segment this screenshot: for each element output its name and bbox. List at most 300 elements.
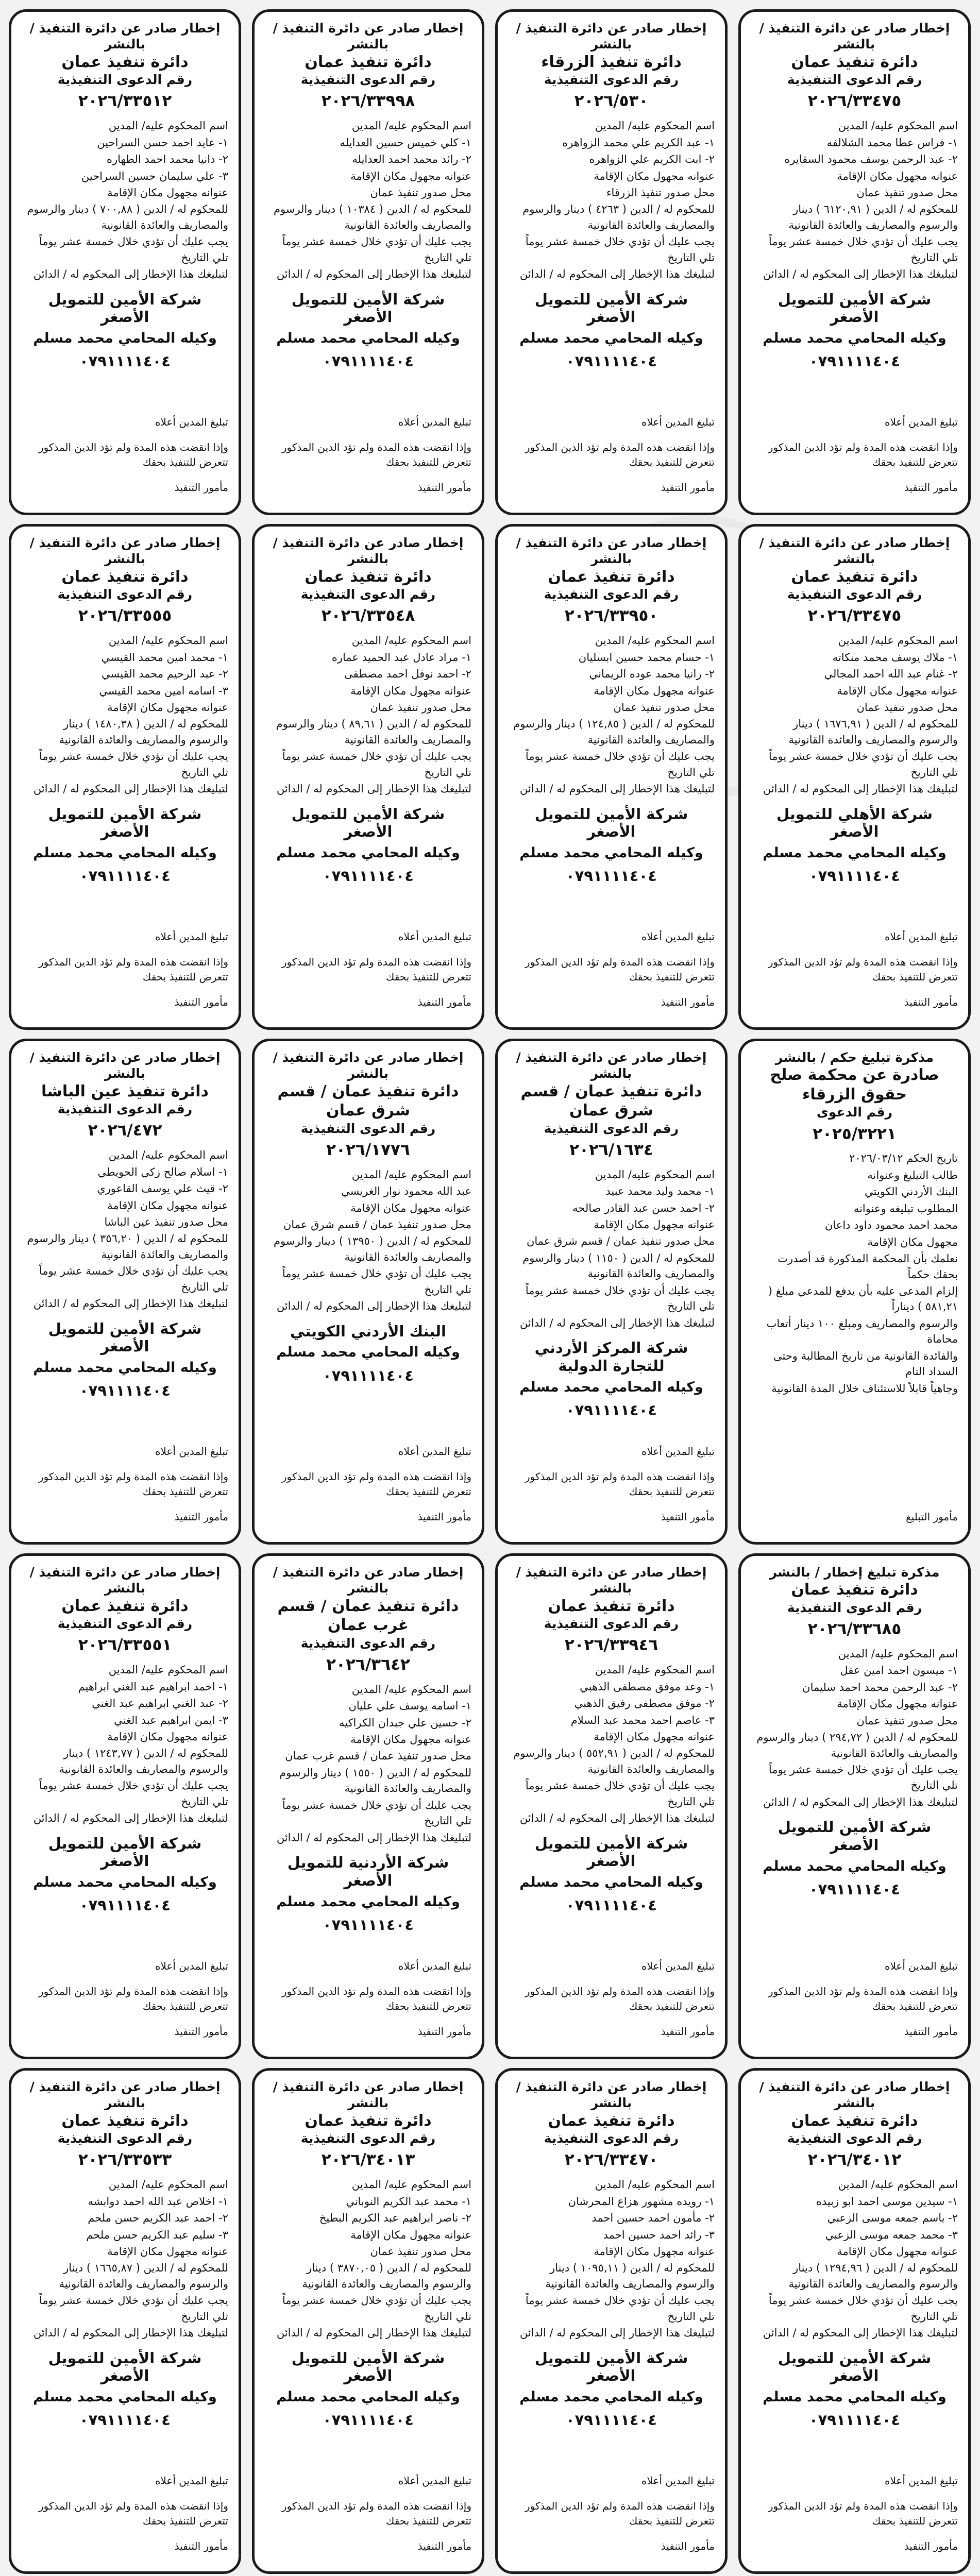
notice-header: إخطار صادر عن دائرة التنفيذ / بالنشر [759,535,950,567]
notice-card [9,2068,241,2574]
notice-footer [265,919,471,1020]
notice-body-line: اسم المحكوم عليه/ المدين [838,1647,958,1660]
notice-body-line: للمحكوم له / الدين ( ١٢٩٤,٩٦ ) دينار والرسوم والمصاريف والعائدة القانونية [788,2262,958,2290]
notice-footer-line: مأمور التنفيذ [417,481,471,494]
notice-body-line: ٣- رائد احمد حسين احمد [603,2228,715,2241]
notice-case-number: ٢٠٢٦/٣٣٥١٢ [78,92,172,111]
notice-body-line: ١- مراد عادل عبد الحميد عماره [331,651,471,664]
notice-card [495,1039,728,1545]
notice-card [738,1039,971,1545]
notice-body-line: ٢- موفق مصطفى رفيق الذهبي [574,1697,715,1710]
notice-court: دائرة تنفيذ عمان [61,567,189,586]
notice-header: إخطار صادر عن دائرة التنفيذ / بالنشر [759,2079,950,2111]
notice-footer-line: تبليغ المدين أعلاه [398,1960,471,1972]
notice-body-line: مجهول مكان الإقامة [867,1235,958,1248]
notice-body-line: اسم المحكوم عليه/ المدين [838,120,958,132]
notice-body-line: ٣- ايمن ابراهيم عبد الغني [114,1714,228,1726]
notice-body-line: والرسوم والمصاريف ومبلغ ١٠٠ دينار أتعاب محاماة [766,1317,958,1346]
notice-card [495,524,728,1030]
notice-footer-line: مأمور التنفيذ [417,2540,471,2552]
notice-body-line: ٢- باسم جمعه موسى الزعبي [827,2212,958,2225]
notice-body-line: ٢- قيث علي يوسف القاعوري [97,1182,228,1195]
notice-body-line: ٢- عبد الرحمن يوسف محمود السقايره [784,153,958,166]
notice-case-number: ٢٠٢٦/٣٤٠١٢ [807,2150,902,2170]
notice-case-number: ٢٠٢٦/٣٣٩٥٠ [564,606,658,625]
notice-case-number: ٢٠٢٦/٣٣٩٤٦ [564,1636,658,1655]
notice-case-number: ٢٠٢٦/٣٣٤٧٠ [564,2150,658,2170]
notice-court: دائرة تنفيذ الزرقاء [541,53,682,71]
notice-body-line: محل صدور تنفيذ عمان / قسم شرق عمان [526,1235,715,1248]
notice-body-line: ١- عبد الكريم علي محمد الزواهره [562,136,715,149]
notice-phone: ٠٧٩١١١١٤٠٤ [322,1366,414,1384]
notice-case-title: رقم الدعوى التنفيذية [787,72,922,87]
notice-footer [265,1434,471,1535]
notice-company: شركة الأمين للتمويل الأصغر [291,2349,445,2385]
notice-lawyer: وكيله المحامي محمد مسلم [763,330,947,347]
notice-case-number: ٢٠٢٦/٤٧٢ [88,1121,162,1140]
notice-body-line: ٢- حسين علي جبدان الكراكيه [339,1716,471,1729]
notice-court: صادرة عن محكمة صلح حقوق الزرقاء [770,1066,939,1104]
notice-header: إخطار صادر عن دائرة التنفيذ / بالنشر [29,535,221,567]
notice-footer [265,404,471,505]
notice-footer [265,1948,471,2049]
notice-footer [751,919,958,1020]
notice-footer-line: مأمور التنفيذ [174,2540,228,2552]
notice-body-line: لتبليغك هذا الإخطار إلى المحكوم له / الدائن [33,1812,228,1825]
notice-header: إخطار صادر عن دائرة التنفيذ / بالنشر [516,2079,707,2111]
notice-body-line: عنوانه مجهول مكان الإقامة [837,170,958,182]
notice-lawyer: وكيله المحامي محمد مسلم [519,845,703,861]
notice-footer-line: تبليغ المدين أعلاه [884,1960,958,1972]
notice-body-line: يجب عليك أن تؤدي خلال خمسة عشر يوماً تلي التاريخ [525,750,715,778]
notice-body-line: يجب عليك أن تؤدي خلال خمسة عشر يوماً تلي التاريخ [525,1780,715,1808]
notice-lawyer: وكيله المحامي محمد مسلم [519,330,703,347]
notice-body-line: نعلمك بأن المحكمة المذكورة قد أصدرت بحقك حكماً [778,1252,958,1281]
notice-body [751,633,958,798]
notice-case-number: ٢٠٢٦/٥٣٠ [574,92,649,111]
notice-body-line: محل صدور تنفيذ عمان [856,1714,958,1727]
notice-phone: ٠٧٩١١١١٤٠٤ [322,352,414,370]
notice-body-line: ٢- عبد الرحمن محمد احمد سليمان [802,1681,958,1693]
notice-header: إخطار صادر عن دائرة التنفيذ / بالنشر [273,1565,464,1596]
notice-footer-line: تبليغ المدين أعلاه [155,1445,228,1458]
notice-case-title: رقم الدعوى التنفيذية [787,2131,922,2146]
notice-company: شركة الأمين للتمويل الأصغر [534,1834,688,1870]
notice-body-line: لتبليغك هذا الإخطار إلى المحكوم له / الدائن [276,1831,471,1844]
notice-company: شركة الأمين للتمويل الأصغر [534,805,688,841]
notice-court: دائرة تنفيذ عمان [548,567,675,586]
notice-case-number: ٢٠٢٦/٣٣٥٥١ [78,1636,172,1655]
notice-footer-line: وإذا انقضت هذه المدة ولم تؤد الدين المذكور تتعرض للتنفيذ بحقك [38,956,228,983]
notice-body-line: ٢- ابت الكريم علي الزواهره [589,153,715,166]
notice-body-line: ٢- رانيا محمد عوده الريماني [589,668,715,681]
notice-company: البنك الأردني الكويتي [290,1322,446,1340]
notice-body-line: لتبليغك هذا الإخطار إلى المحكوم له / الدائن [33,2327,228,2340]
notice-body [265,633,471,798]
notice-body-line: يجب عليك أن تؤدي خلال خمسة عشر يوماً تلي التاريخ [768,1764,958,1792]
notice-body-line: محل صدور تنفيذ عين الباشا [104,1215,228,1228]
notice-card [252,524,484,1030]
notice-footer [508,404,715,505]
notice-case-title: رقم الدعوى التنفيذية [787,587,922,602]
notice-body-line: ٢- رائد محمد احمد العدايله [352,153,471,166]
notice-footer-line: مأمور التنفيذ [174,481,228,494]
notice-lawyer: وكيله المحامي محمد مسلم [276,1344,460,1361]
notice-body-line: محل صدور تنفيذ عمان / قسم شرق عمان [283,1218,471,1231]
notice-footer-line: تبليغ المدين أعلاه [641,2475,715,2487]
notice-phone: ٠٧٩١١١١٤٠٤ [808,352,900,370]
notice-body-line: ١- وعد موفق مصطفى الذهبي [580,1680,715,1693]
notice-phone: ٠٧٩١١١١٤٠٤ [565,1896,657,1914]
notice-body-line: للمحكوم له / الدين ( ٦١٢٠,٩١ ) دينار والرسوم والمصاريف والعائدة القانونية [788,203,958,231]
notice-body-line: ١- رويده مشهور هزاع المحرشان [568,2195,715,2208]
notice-body-line: محل صدور تنفيذ عمان [613,701,715,714]
notice-footer-line: تبليغ المدين أعلاه [398,416,471,428]
notice-footer [751,2463,958,2564]
notice-body-line: اسم المحكوم عليه/ المدين [595,634,715,647]
notice-header: إخطار صادر عن دائرة التنفيذ / بالنشر [273,1050,464,1081]
notice-body-line: يجب عليك أن تؤدي خلال خمسة عشر يوماً تلي التاريخ [768,2294,958,2323]
notice-case-title: رقم الدعوى التنفيذية [57,1101,193,1116]
notice-body-line: ٢- احمد حسن عبد القادر صالحه [572,1201,715,1214]
notice-body-line: يجب عليك أن تؤدي خلال خمسة عشر يوماً تلي التاريخ [39,1780,228,1808]
notice-body [508,633,715,798]
notice-case-title: رقم الدعوى التنفيذية [300,72,436,87]
notice-case-number: ٢٠٢٦/٣٣٥٤٨ [321,606,415,625]
notice-body-line: محل صدور تنفيذ عمان / قسم غرب عمان [285,1750,471,1762]
notice-card [495,1553,728,2059]
notice-body [22,633,228,798]
notice-body-line: عنوانه مجهول مكان الإقامة [594,684,715,697]
notice-body-line: لتبليغك هذا الإخطار إلى المحكوم له / الدائن [763,268,958,281]
notice-body-line: البنك الأردني الكويتي [865,1185,958,1198]
notice-footer-line: مأمور التنفيذ [417,1511,471,1523]
notice-body-line: اسم المحكوم عليه/ المدين [108,1149,228,1162]
notice-footer-line: تبليغ المدين أعلاه [155,1960,228,1972]
notice-body-line: لتبليغك هذا الإخطار إلى المحكوم له / الدائن [519,2327,715,2340]
notice-body-line: ٢- عبد الغني ابراهيم عبد الغني [92,1697,228,1710]
notice-phone: ٠٧٩١١١١٤٠٤ [808,2411,900,2429]
notice-case-title: رقم الدعوى التنفيذية [544,2131,679,2146]
notice-court: دائرة تنفيذ عمان / قسم غرب عمان [277,1597,459,1634]
notice-phone: ٠٧٩١١١١٤٠٤ [79,352,171,370]
notice-body-line: للمحكوم له / الدين ( ٨٩,٦١ ) دينار والرسوم والمصاريف والعائدة القانونية [276,718,471,746]
notice-body-line: اسم المحكوم عليه/ المدين [108,120,228,132]
notice-company: شركة الأمين للتمويل الأصغر [778,1818,932,1854]
notice-court: دائرة تنفيذ عمان [61,53,189,71]
notice-body-line: للمحكوم له / الدين ( ١٥٥٠ ) دينار والرسوم والمصاريف والعائدة القانونية [279,1766,471,1795]
notice-case-number: ٢٠٢٦/١٦٣٤ [569,1140,653,1159]
notice-footer-line: وإذا انقضت هذه المدة ولم تؤد الدين المذكور تتعرض للتنفيذ بحقك [768,441,958,468]
notice-body-line: للمحكوم له / الدين ( ١٠٩٥,١١ ) دينار والرسوم والمصاريف والعائدة القانونية [545,2262,715,2290]
notice-lawyer: وكيله المحامي محمد مسلم [519,2389,703,2405]
notice-footer-line: وإذا انقضت هذه المدة ولم تؤد الدين المذكور تتعرض للتنفيذ بحقك [768,2500,958,2527]
notice-company: شركة الأمين للتمويل الأصغر [534,2349,688,2385]
notice-court: دائرة تنفيذ عمان [548,1597,675,1615]
notice-body-line: للمحكوم له / الدين ( ٤٢٦٣ ) دينار والرسوم والمصاريف والعائدة القانونية [522,203,715,231]
notice-body-line: لتبليغك هذا الإخطار إلى المحكوم له / الدائن [519,1812,715,1825]
notice-body-line: والفائدة القانونية من تاريخ المطالبة وحتى السداد التام [773,1349,958,1378]
notice-footer-line: وإذا انقضت هذه المدة ولم تؤد الدين المذكور تتعرض للتنفيذ بحقك [38,1985,228,2012]
notice-body [751,1646,958,1811]
notice-phone: ٠٧٩١١١١٤٠٤ [808,867,900,885]
notice-body-line: لتبليغك هذا الإخطار إلى المحكوم له / الدائن [276,783,471,795]
notice-body-line: لتبليغك هذا الإخطار إلى المحكوم له / الدائن [763,783,958,795]
notice-body-line: لتبليغك هذا الإخطار إلى المحكوم له / الدائن [519,783,715,795]
notice-body-line: اسم المحكوم عليه/ المدين [351,2178,471,2191]
notice-footer-line: وإذا انقضت هذه المدة ولم تؤد الدين المذكور تتعرض للتنفيذ بحقك [768,956,958,983]
notice-footer-line: تبليغ المدين أعلاه [155,2475,228,2487]
notice-company: شركة الأمين للتمويل الأصغر [48,290,202,326]
notice-phone: ٠٧٩١١١١٤٠٤ [565,352,657,370]
notice-header: مذكرة تبليغ إخطار / بالنشر [769,1565,940,1580]
notice-body-line: لتبليغك هذا الإخطار إلى المحكوم له / الدائن [763,2327,958,2340]
notice-lawyer: وكيله المحامي محمد مسلم [33,2389,217,2405]
notice-body-line: للمحكوم له / الدين ( ٢٩٤,٧٢ ) دينار والرسوم والمصاريف والعائدة القانونية [756,1731,958,1759]
notice-body [22,1147,228,1312]
notice-case-title: رقم الدعوى التنفيذية [300,2131,436,2146]
notice-header: إخطار صادر عن دائرة التنفيذ / بالنشر [29,1050,221,1081]
notice-case-number: ٢٠٢٦/١٧٧٦ [326,1140,410,1159]
notice-body-line: يجب عليك أن تؤدي خلال خمسة عشر يوماً تلي التاريخ [282,1799,471,1827]
notice-lawyer: وكيله المحامي محمد مسلم [33,1360,217,1376]
notice-body [508,2177,715,2342]
notice-body-line: عنوانه مجهول مكان الإقامة [594,2245,715,2258]
notice-footer [751,1499,958,1535]
notice-body-line: ١- محمد عبد الكريم النوباني [346,2195,471,2208]
notice-court: دائرة تنفيذ عمان / قسم شرق عمان [520,1082,702,1120]
notice-body-line: عنوانه مجهول مكان الإقامة [350,684,471,697]
notice-body-line: ١- محمد وليد محمد عبيد [605,1185,715,1198]
notice-body [22,2177,228,2342]
notice-case-title: رقم الدعوى التنفيذية [57,587,193,602]
notice-body-line: ٢- دانيا محمد احمد الطهاره [107,153,228,166]
notice-body-line: اسم المحكوم عليه/ المدين [351,120,471,132]
notice-company: شركة الأمين للتمويل الأصغر [291,805,445,841]
notice-footer-line: وإذا انقضت هذه المدة ولم تؤد الدين المذكور تتعرض للتنفيذ بحقك [281,956,471,983]
notice-body-line: عنوانه مجهول مكان الإقامة [837,684,958,697]
notice-footer-line: وإذا انقضت هذه المدة ولم تؤد الدين المذكور تتعرض للتنفيذ بحقك [38,2500,228,2527]
notice-lawyer: وكيله المحامي محمد مسلم [33,1874,217,1891]
notice-footer-line: مأمور التنفيذ [904,996,958,1008]
notice-footer-line: وإذا انقضت هذه المدة ولم تؤد الدين المذكور تتعرض للتنفيذ بحقك [525,2500,715,2527]
notice-body-line: ١- عايد احمد حسن السراحين [97,136,228,149]
notice-body-line: ١- احمد ابراهيم عبد الغني ابراهيم [78,1680,228,1693]
notice-body-line: ١- حسام محمد حسين ابسليان [578,651,715,664]
notice-card [9,1553,241,2059]
notice-case-title: رقم الدعوى التنفيذية [300,1121,436,1136]
notice-phone: ٠٧٩١١١١٤٠٤ [565,867,657,885]
notice-body-line: محل صدور تنفيذ عمان [370,701,471,714]
notice-body-line: اسم المحكوم عليه/ المدين [108,1664,228,1676]
notice-body-line: للمحكوم له / الدين ( ١٢٤,٨٥ ) دينار والرسوم والمصاريف والعائدة القانونية [513,718,715,746]
notice-card [9,1039,241,1545]
notice-footer-line: وإذا انقضت هذه المدة ولم تؤد الدين المذكور تتعرض للتنفيذ بحقك [281,1470,471,1498]
notice-body-line: يجب عليك أن تؤدي خلال خمسة عشر يوماً تلي التاريخ [39,750,228,778]
notice-case-title: رقم الدعوى [816,1105,893,1120]
notice-company: شركة الأمين للتمويل الأصغر [48,805,202,841]
notice-case-title: رقم الدعوى التنفيذية [57,2131,193,2146]
notice-body-line: عنوانه مجهول مكان الإقامة [107,186,228,199]
notice-body [265,1167,471,1315]
notice-case-title: رقم الدعوى التنفيذية [787,1600,922,1615]
notice-body-line: ٣- سليم عبد الكريم حسن ملحم [86,2228,228,2241]
notice-body [265,2177,471,2342]
notice-body [22,118,228,283]
notice-footer-line: مأمور التنفيذ [661,2025,715,2038]
notice-footer-line: تبليغ المدين أعلاه [641,1960,715,1972]
notice-body-line: وجاهياً قابلاً للاستئناف خلال المدة القانونية [771,1382,958,1395]
notice-body-line: عنوانه مجهول مكان الإقامة [594,1730,715,1743]
notice-body-line: المطلوب تبليغه وعنوانه [853,1202,958,1215]
notice-body-line: ٢- ناصر ابراهيم عبد الكريم البطيخ [319,2212,471,2225]
notice-footer-line: مأمور التنفيذ [174,2025,228,2038]
notice-body-line: اسم المحكوم عليه/ المدين [595,1168,715,1181]
notice-court: دائرة تنفيذ عمان [791,1581,918,1599]
notice-lawyer: وكيله المحامي محمد مسلم [763,845,947,861]
notice-header: إخطار صادر عن دائرة التنفيذ / بالنشر [516,1050,707,1081]
notice-body-line: يجب عليك أن تؤدي خلال خمسة عشر يوماً تلي التاريخ [768,750,958,778]
notice-case-number: ٢٠٢٦/٣٣٤٧٥ [807,606,902,625]
notice-body-line: اسم المحكوم عليه/ المدين [108,634,228,647]
notice-body-line: لتبليغك هذا الإخطار إلى المحكوم له / الدائن [276,1300,471,1313]
notice-phone: ٠٧٩١١١١٤٠٤ [322,2411,414,2429]
notices-grid [9,9,971,2576]
notice-body [508,118,715,283]
notice-card [495,2068,728,2574]
notice-body-line: للمحكوم له / الدين ( ١٣٩٥٠ ) دينار والرسوم والمصاريف والعائدة القانونية [274,1235,471,1263]
notice-body-line: ٢- احمد عبد الكريم حسن ملحم [88,2212,228,2225]
notice-body-line: لتبليغك هذا الإخطار إلى المحكوم له / الدائن [33,783,228,795]
notice-body-line: طالب التبليغ وعنوانه [867,1168,958,1181]
notice-footer-line: مأمور التنفيذ [174,996,228,1008]
notice-case-title: رقم الدعوى التنفيذية [57,1616,193,1631]
notice-case-title: رقم الدعوى التنفيذية [544,72,679,87]
notice-card [738,9,971,515]
notice-body-line: عنوانه مجهول مكان الإقامة [107,701,228,714]
notice-phone: ٠٧٩١١١١٤٠٤ [79,1896,171,1914]
notice-footer-line: تبليغ المدين أعلاه [641,1445,715,1458]
notice-body-line: اسم المحكوم عليه/ المدين [351,1683,471,1696]
notice-company: شركة الأمين للتمويل الأصغر [48,2349,202,2385]
notice-body-line: عنوانه مجهول مكان الإقامة [594,1218,715,1231]
notice-body-line: اسم المحكوم عليه/ المدين [595,120,715,132]
notice-lawyer: وكيله المحامي محمد مسلم [276,845,460,861]
notice-phone: ٠٧٩١١١١٤٠٤ [565,2411,657,2429]
notice-body-line: إلزام المدعى عليه بأن يدفع للمدعي مبلغ ( ٥٨١,٢١ ) ديناراً [768,1284,958,1313]
notice-footer-line: مأمور التنفيذ [661,1511,715,1523]
notice-footer-line: تبليغ المدين أعلاه [884,416,958,428]
notice-court: دائرة تنفيذ عمان [305,567,432,586]
notice-company: شركة الأمين للتمويل الأصغر [48,1319,202,1355]
notice-body-line: يجب عليك أن تؤدي خلال خمسة عشر يوماً تلي التاريخ [525,1284,715,1313]
notice-court: دائرة تنفيذ عمان [305,53,432,71]
notice-header: إخطار صادر عن دائرة التنفيذ / بالنشر [516,1565,707,1596]
notice-body-line: اسم المحكوم عليه/ المدين [595,1664,715,1676]
notice-footer [22,1948,228,2049]
notice-footer-line: تبليغ المدين أعلاه [398,1445,471,1458]
notice-case-number: ٢٠٢٦/٣٣٩٩٨ [321,92,415,111]
notice-lawyer: وكيله المحامي محمد مسلم [519,1874,703,1891]
notice-body [508,1167,715,1332]
notice-footer [508,1434,715,1535]
notice-company: شركة الأردنية للتمويل الأصغر [287,1854,449,1889]
notice-body-line: لتبليغك هذا الإخطار إلى المحكوم له / الدائن [276,268,471,281]
notice-lawyer: وكيله المحامي محمد مسلم [276,1893,460,1910]
notice-footer-line: وإذا انقضت هذه المدة ولم تؤد الدين المذكور تتعرض للتنفيذ بحقك [281,2500,471,2527]
notice-card [252,2068,484,2574]
notice-company: شركة الأمين للتمويل الأصغر [534,290,688,326]
notice-header: إخطار صادر عن دائرة التنفيذ / بالنشر [273,2079,464,2111]
notice-body-line: للمحكوم له / الدين ( ١٢٤٣,٧٧ ) دينار والرسوم والمصاريف والعائدة القانونية [59,1747,228,1775]
notice-card [252,9,484,515]
notice-footer [508,1948,715,2049]
notice-body [751,1150,958,1397]
notice-footer-line: تبليغ المدين أعلاه [884,2475,958,2487]
notice-case-number: ٢٠٢٦/٣٣٦٨٥ [807,1620,902,1638]
notice-body-line: محمد احمد محمود داود داعان [824,1219,958,1232]
notice-footer [22,919,228,1020]
notice-phone: ٠٧٩١١١١٤٠٤ [322,1916,414,1934]
notice-body-line: ٢- عبد الرحيم محمد القيسي [102,668,228,681]
notice-court: دائرة تنفيذ عمان [791,567,918,586]
notice-card [738,2068,971,2574]
notice-body-line: ١- محمد امين محمد القيسي [101,651,228,664]
notice-body-line: عنوانه مجهول مكان الإقامة [107,2245,228,2258]
notice-header: إخطار صادر عن دائرة التنفيذ / بالنشر [516,535,707,567]
notice-body-line: عنوانه مجهول مكان الإقامة [107,1199,228,1212]
notice-lawyer: وكيله المحامي محمد مسلم [763,1858,947,1874]
notice-company: شركة الأمين للتمويل الأصغر [291,290,445,326]
notice-body-line: ٢- غنام عبد الله احمد المجالي [824,668,958,681]
notice-body-line: اسم المحكوم عليه/ المدين [351,634,471,647]
notice-body-line: يجب عليك أن تؤدي خلال خمسة عشر يوماً تلي التاريخ [282,235,471,264]
notice-footer-line: وإذا انقضت هذه المدة ولم تؤد الدين المذكور تتعرض للتنفيذ بحقك [768,1985,958,2012]
notice-body-line: ١- ميسون احمد امين عقل [840,1664,958,1677]
notice-body-line: يجب عليك أن تؤدي خلال خمسة عشر يوماً تلي التاريخ [525,235,715,264]
notice-body-line: عنوانه مجهول مكان الإقامة [350,170,471,182]
notice-body-line: ٣- علي سليمان حسين السراحين [81,170,228,182]
notice-phone: ٠٧٩١١١١٤٠٤ [808,1880,900,1899]
notice-footer-line: مأمور التبليغ [906,1511,958,1523]
notice-phone: ٠٧٩١١١١٤٠٤ [79,2411,171,2429]
notice-body-line: لتبليغك هذا الإخطار إلى المحكوم له / الدائن [276,2327,471,2340]
notice-case-title: رقم الدعوى التنفيذية [300,1635,436,1651]
notice-body-line: يجب عليك أن تؤدي خلال خمسة عشر يوماً تلي التاريخ [768,235,958,264]
notice-case-title: رقم الدعوى التنفيذية [300,587,436,602]
notice-body-line: ٣- عاصم احمد محمد عبد السلام [570,1714,715,1726]
notice-card [738,1553,971,2059]
notice-header: إخطار صادر عن دائرة التنفيذ / بالنشر [29,2079,221,2111]
notice-footer-line: وإذا انقضت هذه المدة ولم تؤد الدين المذكور تتعرض للتنفيذ بحقك [38,1470,228,1498]
notice-body-line: اسم المحكوم عليه/ المدين [108,2178,228,2191]
notice-header: إخطار صادر عن دائرة التنفيذ / بالنشر [516,21,707,52]
notice-footer-line: تبليغ المدين أعلاه [155,930,228,943]
notice-body-line: عنوانه مجهول مكان الإقامة [350,1733,471,1745]
notice-lawyer: وكيله المحامي محمد مسلم [763,2389,947,2405]
notice-body-line: يجب عليك أن تؤدي خلال خمسة عشر يوماً تلي التاريخ [525,2294,715,2323]
notice-body-line: يجب عليك أن تؤدي خلال خمسة عشر يوماً تلي التاريخ [39,2294,228,2323]
notice-card [9,9,241,515]
notice-card [252,1039,484,1545]
notice-footer [508,2463,715,2564]
notice-card [495,9,728,515]
notice-body-line: ١- اسلام صالح زكي الحويطي [97,1165,228,1178]
notice-lawyer: وكيله المحامي محمد مسلم [33,845,217,861]
notice-header: إخطار صادر عن دائرة التنفيذ / بالنشر [273,21,464,52]
notice-body [22,1662,228,1827]
notice-case-number: ٢٠٢٦/٣٤٠١٣ [321,2150,415,2170]
